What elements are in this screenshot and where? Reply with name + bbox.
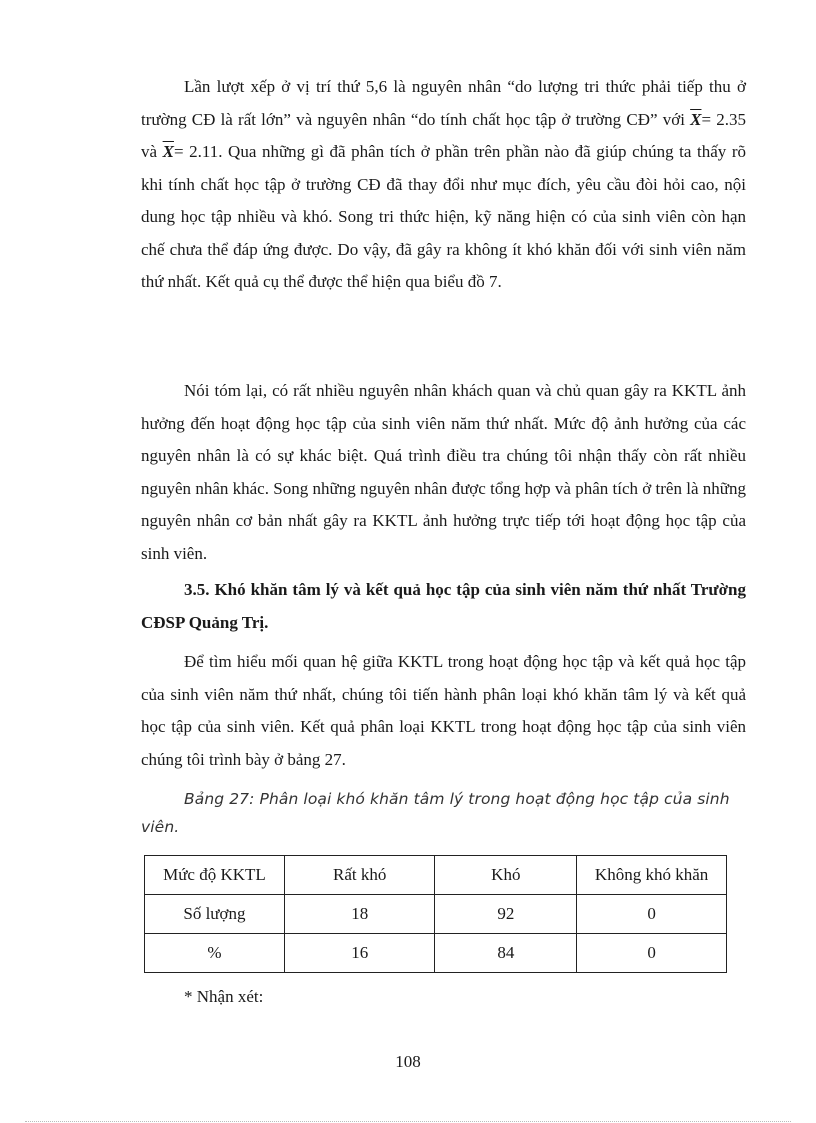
mean-symbol: $\overline{X}$ xyxy=(690,109,702,129)
table-row xyxy=(145,895,727,934)
paragraph-text: Nói tóm lại, có rất nhiều nguyên nhân khách quan và chủ quan gây ra KKTL ảnh hưởng đến hoạt động học tập của sinh viên năm thứ nhất. Mức độ ảnh hưởng của các nguyên nhân là có sự khác biệt. Quá trình điều tra chúng tôi nhận thấy còn rất nhiều nguyên nhân khác. Song những nguyên nhân được tổng hợp và phân tích ở trên là những nguyên nhân cơ bản nhất gây ra KKTL ảnh hưởng trực tiếp tới hoạt động học tập của sinh viên. xyxy=(141,381,746,563)
table-cell: 84 xyxy=(435,934,577,973)
table-header-cell: Mức độ KKTL xyxy=(145,856,285,895)
table-cell: % xyxy=(145,934,285,973)
table-header-row xyxy=(145,856,727,895)
table-header-cell: Khó xyxy=(435,856,577,895)
page-number: 108 xyxy=(395,1052,421,1071)
table-caption-text: Bảng 27: Phân loại khó khăn tâm lý trong hoạt động học tập của sinh viên. xyxy=(141,790,730,836)
table-cell: 16 xyxy=(284,934,435,973)
section-heading-text: 3.5. Khó khăn tâm lý và kết quả học tập của sinh viên năm thứ nhất Trường CĐSP Quảng Trị. xyxy=(141,580,746,632)
table-caption xyxy=(141,785,746,841)
table-cell: 0 xyxy=(577,895,727,934)
section-heading xyxy=(141,574,746,639)
paragraph-relationship xyxy=(141,646,746,776)
table-header-cell: Rất khó xyxy=(284,856,435,895)
table-header-cell: Không khó khăn xyxy=(577,856,727,895)
mean-symbol: $\overline{X}$ xyxy=(162,142,174,161)
footer-divider xyxy=(25,1121,791,1122)
paragraph-text: = 2.11. Qua những gì đã phân tích ở phần trên phần nào đã giúp chúng ta thấy rõ khi tính chất học tập ở trường CĐ đã thay đổi như mục đích, yêu cầu đòi hỏi cao, nội dung học tập nhiều và khó. Song tri thức hiện, kỹ năng hiện có của sinh viên còn hạn chế chưa thể đáp ứng được. Do vậy, đã gây ra không ít khó khăn đối với sinh viên năm thứ nhất. Kết quả cụ thể được thể hiện qua biểu đồ 7. xyxy=(141,142,747,291)
table-cell: Số lượng xyxy=(145,895,285,934)
paragraph-causes-5-6 xyxy=(141,71,746,299)
mean-value-text: = 2.35 và xyxy=(141,109,746,161)
table-cell: 0 xyxy=(577,934,727,973)
paragraph-summary xyxy=(141,375,746,570)
paragraph-text: Để tìm hiểu mối quan hệ giữa KKTL trong hoạt động học tập và kết quả học tập của sinh viên năm thứ nhất, chúng tôi tiến hành phân loại khó khăn tâm lý và kết quả học tập của sinh viên. Kết quả phân loại KKTL trong hoạt động học tập của sinh viên chúng tôi trình bày ở bảng 27. xyxy=(141,652,746,769)
table-row xyxy=(145,934,727,973)
table-cell: 92 xyxy=(435,895,577,934)
remark-label: * Nhận xét: xyxy=(184,987,264,1006)
difficulty-classification-table xyxy=(144,855,727,973)
paragraph-text: Lần lượt xếp ở vị trí thứ 5,6 là nguyên nhân “do lượng tri thức phải tiếp thu ở trường CĐ là rất lớn” và nguyên nhân “do tính chất học tập ở trường CĐ” với xyxy=(141,77,746,129)
table-cell: 18 xyxy=(284,895,435,934)
